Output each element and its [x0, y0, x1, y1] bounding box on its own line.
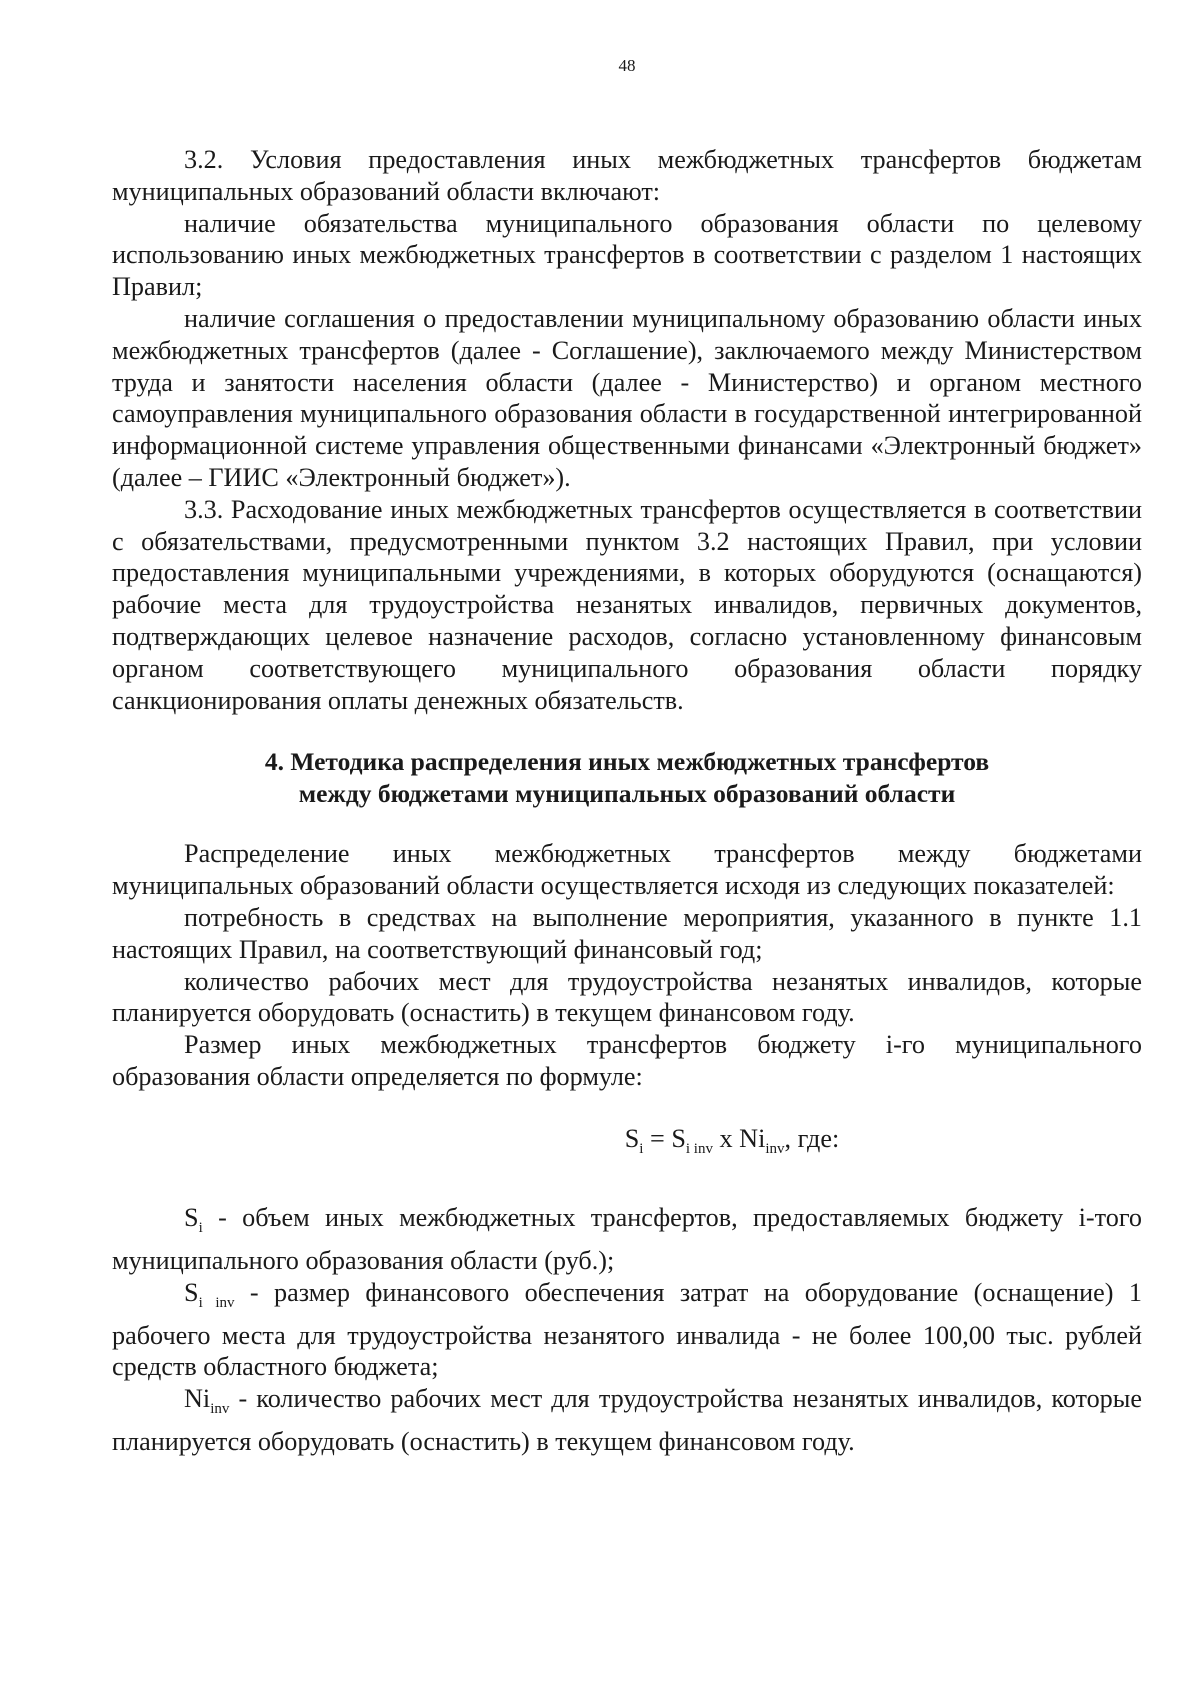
document-body [112, 144, 1142, 1458]
paragraph-3-2-item-2: наличие соглашения о предоставлении муниципальному образованию области иных межбюджетных трансфертов (далее - Соглашение), заключаемого между Министерством труда и занятости населения области (далее - Министерство) и органом местного самоуправления муниципального образования области в государственной интегрированной информационной системе управления общественными финансами «Электронный бюджет» (далее – ГИИС «Электронный бюджет»). [112, 303, 1142, 492]
paragraph-3-3: 3.3. Расходование иных межбюджетных трансфертов осуществляется в соответствии с обязательствами, предусмотренными пунктом 3.2 настоящих Правил, при условии предоставления муниципальными учреждениями, в которых оборудуются (оснащаются) рабочие места для трудоустройства незанятых инвалидов, первичных документов, подтверждающих целевое назначение расходов, согласно установленному финансовым органом соответствующего муниципального образования области порядку санкционирования оплаты денежных обязательств. [112, 494, 1142, 715]
formula [112, 1123, 1142, 1166]
definition-niinv-text: - количество рабочих мест для трудоустройства незанятых инвалидов, которые планируется оборудовать (оснастить) в текущем финансовом году. [112, 1384, 1142, 1457]
paragraph-indicator-2: количество рабочих мест для трудоустройства незанятых инвалидов, которые планируется оборудовать (оснастить) в текущем финансовом году. [112, 966, 1142, 1028]
formula-equals: = [643, 1123, 672, 1153]
paragraph-3-2-intro: 3.2. Условия предоставления иных межбюджетных трансфертов бюджетам муниципальных образований области включают: [112, 145, 1142, 206]
definition-si-text: - объем иных межбюджетных трансфертов, предоставляемых бюджету i-того муниципального образования области (руб.); [112, 1202, 1142, 1275]
formula-s: S [624, 1123, 640, 1153]
definition-siinv-sub: i inv [198, 1294, 235, 1311]
formula-times: x [712, 1123, 740, 1153]
formula-ni: Ni [739, 1123, 766, 1153]
section-4-heading [112, 746, 1142, 810]
paragraph-indicator-1: потребность в средствах на выполнение мероприятия, указанного в пункте 1.1 настоящих Правил, на соответствующий финансовый год; [112, 902, 1142, 964]
formula-sub-iinv: i inv [685, 1140, 713, 1157]
definition-si [112, 1202, 1142, 1277]
formula-tail: , где: [784, 1123, 840, 1153]
definition-siinv [112, 1277, 1142, 1384]
paragraph-3-2-item-1: наличие обязательства муниципального образования области по целевому использованию иных межбюджетных трансфертов в соответствии с разделом 1 настоящих Правил; [112, 208, 1142, 302]
page-number: 48 [618, 56, 636, 75]
definition-siinv-symbol: S [184, 1277, 199, 1307]
definition-siinv-text: - размер финансового обеспечения затрат на оборудование (оснащение) 1 рабочего места для трудоустройства незанятого инвалида - не более 100,00 тыс. рублей средств областного бюджета; [112, 1277, 1142, 1382]
paragraph-distribution-intro: Распределение иных межбюджетных трансфертов между бюджетами муниципальных образований области осуществляется исходя из следующих показателей: [112, 839, 1142, 901]
paragraph-formula-intro: Размер иных межбюджетных трансфертов бюджету i-го муниципального образования области определяется по формуле: [112, 1030, 1142, 1091]
definition-si-symbol: S [184, 1202, 199, 1232]
formula-sub-inv: inv [765, 1140, 785, 1157]
section-4-heading-line-1: 4. Методика распределения иных межбюджетных трансфертов [264, 747, 990, 777]
formula-s2: S [671, 1123, 686, 1153]
formula-sub-i: i [639, 1140, 644, 1157]
definition-si-sub: i [198, 1219, 203, 1236]
definition-niinv-sub: inv [210, 1401, 230, 1418]
section-4-heading-line-2: между бюджетами муниципальных образований области [298, 779, 956, 809]
definition-niinv [112, 1383, 1142, 1458]
definition-niinv-symbol: Ni [184, 1384, 211, 1414]
